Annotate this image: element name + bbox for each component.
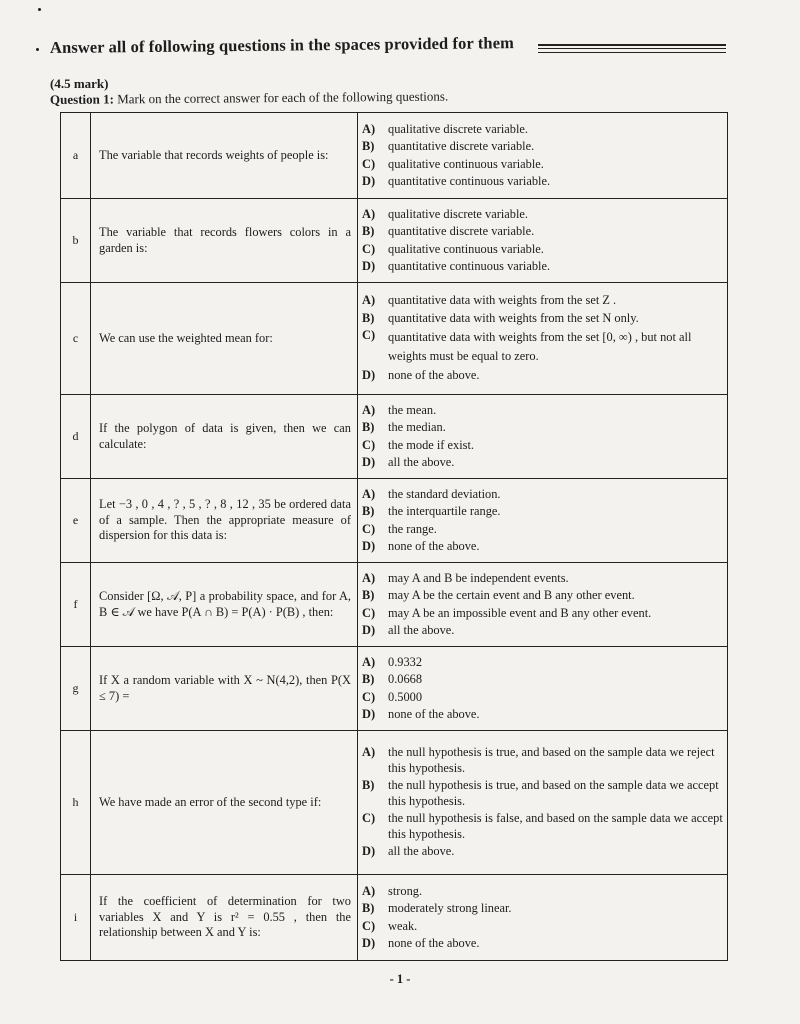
option-label: A) [362, 402, 376, 417]
option-text: all the above. [388, 623, 455, 637]
option-label: A) [362, 121, 376, 136]
answer-options [358, 647, 728, 731]
answer-option-c[interactable] [362, 327, 723, 367]
mark-allocation: (4.5 mark) [50, 76, 109, 91]
option-text: quantitative continuous variable. [388, 259, 551, 273]
option-text: quantitative data with weights from the set N only. [388, 310, 639, 325]
answer-option-b[interactable] [362, 900, 723, 918]
option-text: the standard deviation. [388, 486, 501, 501]
option-label: B) [362, 139, 375, 153]
option-text: the range. [388, 521, 437, 536]
option-label: B) [362, 310, 375, 325]
question-row-b [61, 199, 728, 283]
option-label: A) [362, 883, 376, 898]
option-text: qualitative continuous variable. [388, 156, 544, 171]
question-row-h [61, 731, 728, 875]
option-label: C) [362, 437, 376, 452]
answer-option-c[interactable] [362, 241, 723, 259]
answer-options [358, 563, 728, 647]
answer-option-b[interactable] [362, 777, 723, 810]
option-label: B) [362, 778, 375, 793]
option-text: quantitative discrete variable. [388, 139, 535, 153]
option-label: A) [362, 486, 376, 501]
question-text: We can use the weighted mean for: [91, 283, 358, 395]
option-label: B) [362, 420, 375, 434]
question-letter: i [61, 875, 91, 961]
option-text: the median. [388, 420, 446, 434]
answer-option-a[interactable] [362, 486, 723, 504]
bullet-mark [36, 48, 39, 51]
answer-options [358, 113, 728, 199]
answer-option-c[interactable] [362, 810, 723, 843]
question-letter: d [61, 395, 91, 479]
question-text: The variable that records weights of people is: [91, 113, 358, 199]
answer-option-b[interactable] [362, 138, 723, 156]
question-heading [50, 89, 448, 108]
option-text: may A and B be independent events. [388, 570, 569, 585]
option-label: B) [362, 672, 375, 686]
answer-option-a[interactable] [362, 744, 723, 777]
question-letter: g [61, 647, 91, 731]
option-label: D) [362, 623, 376, 637]
option-text: may A be the certain event and B any other event. [388, 588, 635, 602]
question-text: The variable that records flowers colors in a garden is: [91, 199, 358, 283]
answer-option-a[interactable] [362, 121, 723, 139]
option-label: C) [362, 605, 376, 620]
question-letter: f [61, 563, 91, 647]
answer-option-b[interactable] [362, 310, 723, 328]
option-label: D) [362, 368, 376, 383]
option-label: D) [362, 455, 376, 469]
answer-option-d[interactable] [362, 935, 723, 953]
question-row-d [61, 395, 728, 479]
question-text: Consider [Ω, 𝒜, P] a probability space, and for A, B ∈ 𝒜 we have P(A ∩ B) = P(A) · P(B) , then: [91, 563, 358, 647]
answer-option-c[interactable] [362, 605, 723, 623]
option-label: D) [362, 539, 376, 553]
option-label: C) [362, 241, 376, 256]
question-row-g [61, 647, 728, 731]
answer-option-d[interactable] [362, 173, 723, 191]
option-label: D) [362, 259, 376, 273]
answer-option-c[interactable] [362, 437, 723, 455]
option-label: A) [362, 745, 376, 760]
option-text: all the above. [388, 844, 455, 859]
answer-option-a[interactable] [362, 883, 723, 901]
answer-option-a[interactable] [362, 292, 723, 310]
question-letter: c [61, 283, 91, 395]
option-label: D) [362, 707, 376, 721]
answer-option-a[interactable] [362, 206, 723, 224]
answer-option-a[interactable] [362, 654, 723, 672]
option-text: quantitative data with weights from the set Z . [388, 293, 617, 308]
option-text: 0.9332 [388, 654, 423, 669]
question-letter: e [61, 479, 91, 563]
question-letter: h [61, 731, 91, 875]
answer-option-c[interactable] [362, 521, 723, 539]
option-text: moderately strong linear. [388, 901, 512, 915]
option-text: none of the above. [388, 539, 480, 553]
question-text: If the coefficient of determination for two variables X and Y is r² = 0.55 , then the relationship between X and Y is: [91, 875, 358, 961]
option-label: B) [362, 224, 375, 238]
answer-option-d[interactable] [362, 454, 723, 472]
option-label: C) [362, 521, 376, 536]
option-text: weak. [388, 918, 418, 933]
question-text: If X a random variable with X ~ N(4,2), then P(X ≤ 7) = [91, 647, 358, 731]
question-row-c [61, 283, 728, 395]
answer-options [358, 395, 728, 479]
answer-option-d[interactable] [362, 538, 723, 556]
answer-option-d[interactable] [362, 258, 723, 276]
scan-speck [38, 8, 41, 11]
question-letter: b [61, 199, 91, 283]
option-text: qualitative discrete variable. [388, 206, 529, 221]
answer-option-c[interactable] [362, 918, 723, 936]
option-label: D) [362, 174, 376, 188]
instructions-title: Answer all of following questions in the spaces provided for them [49, 33, 515, 57]
option-text: the mean. [388, 402, 437, 417]
answer-option-b[interactable] [362, 223, 723, 241]
question-label: Question 1: [49, 91, 114, 107]
question-row-f [61, 563, 728, 647]
option-text: quantitative discrete variable. [388, 224, 535, 238]
option-text: qualitative discrete variable. [388, 121, 529, 136]
option-text: none of the above. [388, 707, 480, 721]
answer-options [358, 731, 728, 875]
answer-option-c[interactable] [362, 689, 723, 707]
answer-options [358, 479, 728, 563]
answer-option-b[interactable] [362, 419, 723, 437]
question-text: If the polygon of data is given, then we can calculate: [91, 395, 358, 479]
option-label: C) [362, 811, 376, 826]
option-text: the null hypothesis is true, and based on the sample data we accept this hypothesis. [388, 778, 719, 808]
option-text: the mode if exist. [388, 437, 475, 452]
option-text: the null hypothesis is true, and based on the sample data we reject this hypothesis. [388, 745, 715, 775]
option-label: B) [362, 588, 375, 602]
answer-options [358, 199, 728, 283]
answer-option-d[interactable] [362, 367, 723, 385]
question-instruction: Mark on the correct answer for each of the following questions. [117, 88, 449, 107]
title-underline-rules [538, 44, 726, 55]
answer-option-c[interactable] [362, 156, 723, 174]
option-text: qualitative continuous variable. [388, 241, 544, 256]
option-text: quantitative data with weights from the set [0, ∞) , but not all weights must be equal to zero. [388, 330, 692, 364]
option-text: 0.0668 [388, 672, 423, 686]
page-number: - 1 - [389, 972, 411, 986]
option-label: C) [362, 689, 376, 704]
answer-option-a[interactable] [362, 570, 723, 588]
answer-option-b[interactable] [362, 671, 723, 689]
option-text: the null hypothesis is false, and based on the sample data we accept this hypothesis. [388, 811, 723, 841]
question-row-e [61, 479, 728, 563]
option-text: none of the above. [388, 936, 480, 950]
answer-option-d[interactable] [362, 622, 723, 640]
option-text: may A be an impossible event and B any other event. [388, 605, 652, 620]
option-text: quantitative continuous variable. [388, 174, 551, 188]
answer-option-b[interactable] [362, 503, 723, 521]
questions-table [60, 112, 728, 961]
answer-option-d[interactable] [362, 843, 723, 861]
answer-options [358, 283, 728, 395]
question-row-i [61, 875, 728, 961]
answer-option-b[interactable] [362, 587, 723, 605]
option-label: C) [362, 918, 376, 933]
option-label: B) [362, 901, 375, 915]
question-text: We have made an error of the second type if: [91, 731, 358, 875]
option-text: 0.5000 [388, 689, 423, 704]
option-label: C) [362, 156, 376, 171]
option-label: A) [362, 293, 376, 308]
option-label: D) [362, 844, 376, 859]
option-label: B) [362, 504, 375, 518]
question-row-a [61, 113, 728, 199]
option-label: A) [362, 654, 376, 669]
option-text: strong. [388, 883, 423, 898]
option-text: all the above. [388, 455, 455, 469]
answer-options [358, 875, 728, 961]
option-label: C) [362, 328, 376, 343]
question-text: Let −3 , 0 , 4 , ? , 5 , ? , 8 , 12 , 35 be ordered data of a sample. Then the appropriate measure of dispersion for this data is: [91, 479, 358, 563]
option-label: D) [362, 936, 376, 950]
question-letter: a [61, 113, 91, 199]
option-label: A) [362, 206, 376, 221]
option-label: A) [362, 570, 376, 585]
answer-option-d[interactable] [362, 706, 723, 724]
option-text: none of the above. [388, 368, 480, 383]
option-text: the interquartile range. [388, 504, 501, 518]
answer-option-a[interactable] [362, 402, 723, 420]
